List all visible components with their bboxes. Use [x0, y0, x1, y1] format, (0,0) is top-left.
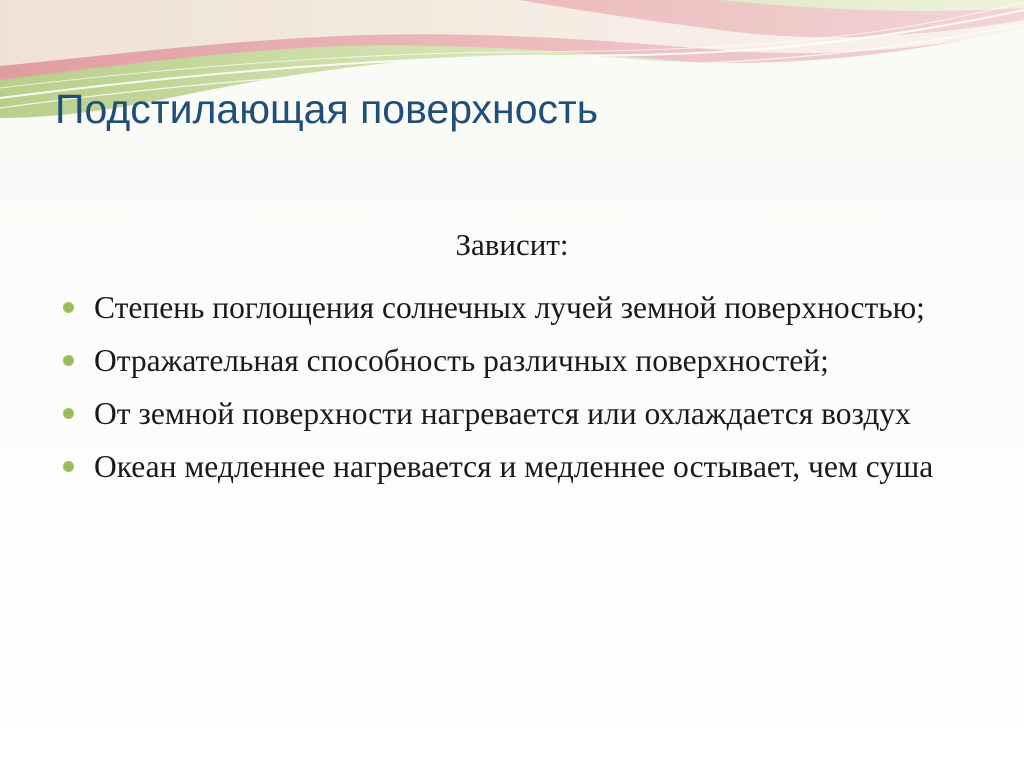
bullet-dot-icon — [63, 302, 74, 313]
bullet-dot-icon — [63, 355, 74, 366]
bullet-dot-icon — [63, 408, 74, 419]
bullet-list — [62, 286, 962, 488]
bullet-text: Океан медленнее нагревается и медленнее остывает, чем суша — [94, 449, 934, 484]
slide-content — [62, 226, 962, 498]
subheading: Зависит: — [455, 227, 569, 262]
slide-title: Подстилающая поверхность — [55, 86, 599, 132]
bullet-text: Степень поглощения солнечных лучей земной поверхностью; — [94, 290, 925, 325]
bullet-item — [62, 286, 934, 329]
bullet-item — [62, 339, 934, 382]
bullet-item — [62, 392, 934, 435]
bullet-dot-icon — [63, 461, 74, 472]
bullet-text: Отражательная способность различных поверхностей; — [94, 343, 829, 378]
bullet-item — [62, 445, 934, 488]
bullet-text: От земной поверхности нагревается или охлаждается воздух — [94, 396, 911, 431]
